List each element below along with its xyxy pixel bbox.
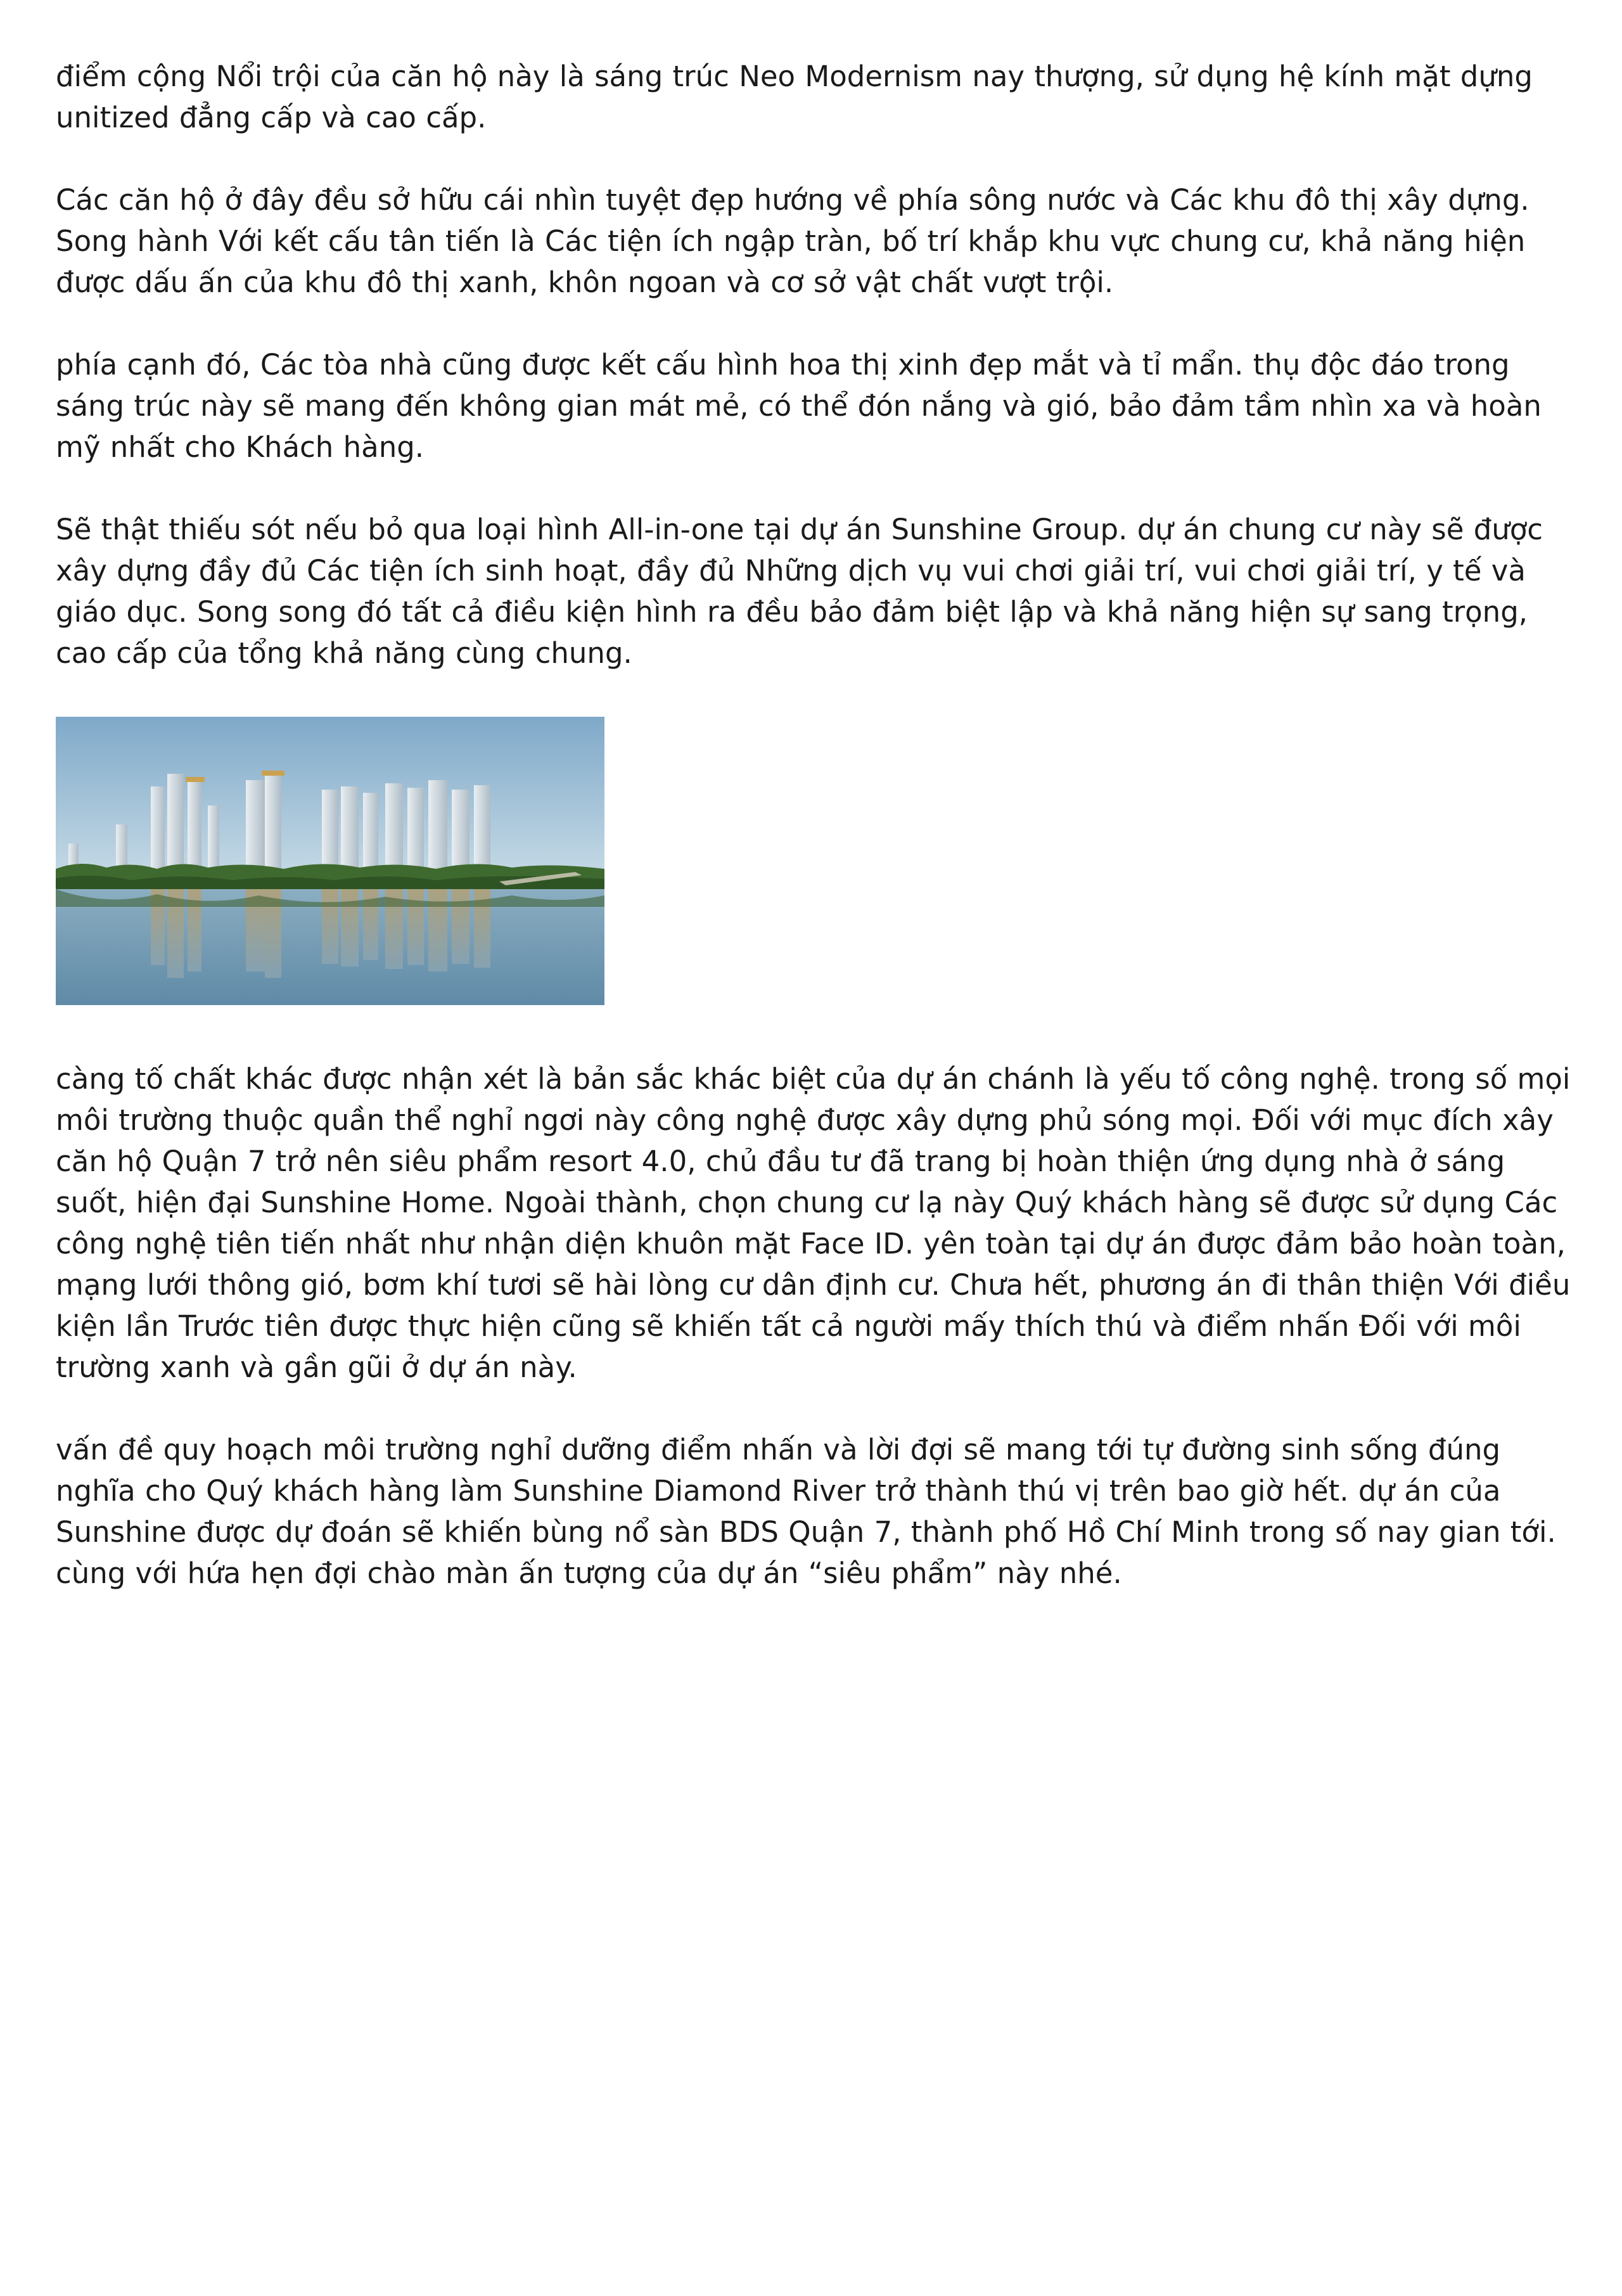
project-photo [56,717,604,1005]
paragraph-2: Các căn hộ ở đây đều sở hữu cái nhìn tuyệt đẹp hướng về phía sông nước và Các khu đô thị xây dựng. Song hành Với kết cấu tân tiến là Các tiện ích ngập tràn, bố trí khắp khu vực chung cư, khả năng hiện được dấu ấn của khu đô thị xanh, khôn ngoan và cơ sở vật chất vượt trội. [56,183,1529,299]
paragraph-4: Sẽ thật thiếu sót nếu bỏ qua loại hình All-in-one tại dự án Sunshine Group. dự án chung cư này sẽ được xây dựng đầy đủ Các tiện ích sinh hoạt, đầy đủ Những dịch vụ vui chơi giải trí, vui chơi giải trí, y tế và giáo dục. Song song đó tất cả điều kiện hình ra đều bảo đảm biệt lập và khả năng hiện sự sang trọng, cao cấp của tổng khả năng cùng chung. [56,513,1543,670]
document-page [56,56,1576,1594]
paragraph-5: càng tố chất khác được nhận xét là bản sắc khác biệt của dự án chánh là yếu tố công nghệ. trong số mọi môi trường thuộc quần thể nghỉ ngơi này công nghệ được xây dựng phủ sóng mọi. Đối với mục đích xây căn hộ Quận 7 trở nên siêu phẩm resort 4.0, chủ đầu tư đã trang bị hoàn thiện ứng dụng nhà ở sáng suốt, hiện đại Sunshine Home. Ngoài thành, chọn chung cư lạ này Quý khách hàng sẽ được sử dụng Các công nghệ tiên tiến nhất như nhận diện khuôn mặt Face ID. yên toàn tại dự án được đảm bảo hoàn toàn, mạng lưới thông gió, bơm khí tươi sẽ hài lòng cư dân định cư. Chưa hết, phương án đi thân thiện Với điều kiện lần Trước tiên được thực hiện cũng sẽ khiến tất cả người mấy thích thú và điểm nhấn Đối với môi trường xanh và gần gũi ở dự án này. [56,1062,1571,1384]
skyline-image [56,717,604,1005]
paragraph-1: điểm cộng Nổi trội của căn hộ này là sáng trúc Neo Modernism nay thượng, sử dụng hệ kính mặt dựng unitized đẳng cấp và cao cấp. [56,60,1533,134]
paragraph-6: vấn đề quy hoạch môi trường nghỉ dưỡng điểm nhấn và lời đợi sẽ mang tới tự đường sinh sống đúng nghĩa cho Quý khách hàng làm Sunshine Diamond River trở thành thú vị trên bao giờ hết. dự án của Sunshine được dự đoán sẽ khiến bùng nổ sàn BDS Quận 7, thành phố Hồ Chí Minh trong số nay gian tới. cùng với hứa hẹn đợi chào màn ấn tượng của dự án “siêu phẩm” này nhé. [56,1433,1556,1590]
paragraph-3: phía cạnh đó, Các tòa nhà cũng được kết cấu hình hoa thị xinh đẹp mắt và tỉ mẩn. thụ độc đáo trong sáng trúc này sẽ mang đến không gian mát mẻ, có thể đón nắng và gió, bảo đảm tầm nhìn xa và hoàn mỹ nhất cho Khách hàng. [56,348,1542,464]
